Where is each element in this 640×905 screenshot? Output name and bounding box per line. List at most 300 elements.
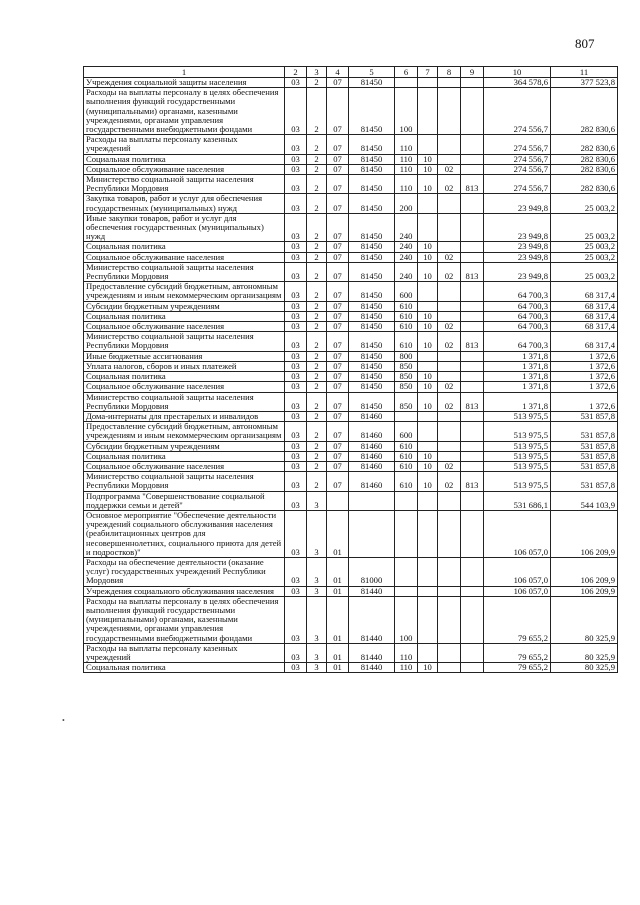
cell-direction: 81450 [349, 242, 395, 252]
cell-kind [395, 78, 418, 88]
cell-section [418, 491, 438, 510]
cell-amount-2019: 531 857,8 [551, 441, 618, 451]
cell-amount-2018: 513 975,5 [484, 411, 551, 421]
cell-amount-2018: 64 700,3 [484, 282, 551, 301]
cell-amount-2019: 25 003,2 [551, 194, 618, 213]
cell-chapter: 03 [285, 164, 307, 174]
cell-amount-2018: 79 655,2 [484, 663, 551, 673]
table-row [84, 242, 618, 252]
table-row [84, 213, 618, 242]
cell-amount-2019: 282 830,6 [551, 88, 618, 135]
cell-subprogram: 3 [307, 596, 327, 643]
table-row [84, 311, 618, 321]
cell-activity: 07 [327, 461, 349, 471]
cell-amount-2019: 282 830,6 [551, 175, 618, 194]
cell-section: 10 [418, 311, 438, 321]
cell-subsection [438, 351, 461, 361]
table-row [84, 322, 618, 332]
cell-subsection: 02 [438, 382, 461, 392]
cell-kind: 110 [395, 643, 418, 662]
cell-subsection [438, 422, 461, 441]
table-row [84, 332, 618, 351]
cell-ministry [461, 491, 484, 510]
cell-subsection: 02 [438, 175, 461, 194]
cell-chapter: 03 [285, 441, 307, 451]
cell-amount-2018: 1 371,8 [484, 382, 551, 392]
cell-activity: 07 [327, 175, 349, 194]
cell-name: Социальное обслуживание населения [84, 382, 285, 392]
cell-name: Социальное обслуживание населения [84, 322, 285, 332]
cell-kind: 850 [395, 361, 418, 371]
table-row [84, 491, 618, 510]
cell-amount-2019: 68 317,4 [551, 282, 618, 301]
cell-direction: 81450 [349, 382, 395, 392]
cell-subsection [438, 596, 461, 643]
table-row [84, 663, 618, 673]
cell-direction: 81460 [349, 441, 395, 451]
table-row [84, 78, 618, 88]
cell-subsection: 02 [438, 322, 461, 332]
cell-kind: 610 [395, 322, 418, 332]
cell-section [418, 301, 438, 311]
cell-ministry [461, 252, 484, 262]
cell-direction: 81440 [349, 596, 395, 643]
cell-section [418, 586, 438, 596]
cell-ministry [461, 461, 484, 471]
cell-ministry [461, 282, 484, 301]
table-row [84, 135, 618, 154]
cell-section: 10 [418, 382, 438, 392]
column-header: 4 [327, 67, 349, 78]
cell-chapter: 03 [285, 175, 307, 194]
cell-direction: 81440 [349, 663, 395, 673]
cell-ministry [461, 322, 484, 332]
cell-kind: 110 [395, 175, 418, 194]
cell-direction: 81460 [349, 472, 395, 491]
cell-section: 10 [418, 472, 438, 491]
cell-direction: 81450 [349, 194, 395, 213]
cell-subprogram: 3 [307, 557, 327, 586]
cell-amount-2018: 106 057,0 [484, 586, 551, 596]
column-header: 7 [418, 67, 438, 78]
cell-chapter: 03 [285, 88, 307, 135]
cell-name: Субсидии бюджетным учреждениям [84, 301, 285, 311]
cell-activity: 07 [327, 78, 349, 88]
cell-ministry [461, 586, 484, 596]
table-row [84, 372, 618, 382]
cell-section [418, 351, 438, 361]
cell-subprogram: 3 [307, 510, 327, 557]
cell-section: 10 [418, 242, 438, 252]
cell-ministry: 813 [461, 262, 484, 281]
cell-amount-2019: 377 523,8 [551, 78, 618, 88]
cell-amount-2018: 79 655,2 [484, 596, 551, 643]
cell-subsection [438, 301, 461, 311]
cell-chapter: 03 [285, 311, 307, 321]
cell-kind: 110 [395, 135, 418, 154]
cell-amount-2019: 68 317,4 [551, 301, 618, 311]
cell-subprogram: 2 [307, 88, 327, 135]
cell-name: Расходы на выплаты персоналу в целях обеспечения выполнения функций государственными (муниципальными) органами, казенными учреждениями, органами управления государственными внебюджетными фондами [84, 88, 285, 135]
cell-activity: 07 [327, 242, 349, 252]
cell-amount-2018: 1 371,8 [484, 372, 551, 382]
cell-direction: 81450 [349, 213, 395, 242]
cell-chapter: 03 [285, 135, 307, 154]
cell-chapter: 03 [285, 213, 307, 242]
table-row [84, 382, 618, 392]
table-header-row [84, 67, 618, 78]
cell-subprogram: 3 [307, 491, 327, 510]
cell-subsection [438, 213, 461, 242]
cell-subprogram: 2 [307, 282, 327, 301]
cell-ministry: 813 [461, 332, 484, 351]
cell-amount-2019: 531 857,8 [551, 461, 618, 471]
cell-ministry [461, 510, 484, 557]
cell-chapter: 03 [285, 242, 307, 252]
cell-section [418, 213, 438, 242]
column-header: 9 [461, 67, 484, 78]
cell-activity: 01 [327, 643, 349, 662]
cell-name: Расходы на обеспечение деятельности (оказание услуг) государственных учреждений Республики Мордовия [84, 557, 285, 586]
cell-chapter: 03 [285, 332, 307, 351]
cell-section: 10 [418, 451, 438, 461]
cell-section: 10 [418, 164, 438, 174]
cell-ministry: 813 [461, 175, 484, 194]
cell-name: Учреждения социальной защиты населения [84, 78, 285, 88]
cell-name: Основное мероприятие "Обеспечение деятельности учреждений социального обслуживания населения (реабилитационных центров для несовершеннолетних, социального приюта для детей и подростков)" [84, 510, 285, 557]
cell-direction [349, 491, 395, 510]
column-header: 8 [438, 67, 461, 78]
cell-kind: 100 [395, 88, 418, 135]
cell-direction: 81450 [349, 392, 395, 411]
cell-ministry [461, 422, 484, 441]
cell-amount-2018: 513 975,5 [484, 472, 551, 491]
cell-subprogram: 2 [307, 175, 327, 194]
cell-subsection: 02 [438, 252, 461, 262]
cell-kind: 800 [395, 351, 418, 361]
cell-kind: 110 [395, 164, 418, 174]
cell-ministry [461, 411, 484, 421]
table-row [84, 154, 618, 164]
cell-subprogram: 2 [307, 332, 327, 351]
cell-direction: 81460 [349, 422, 395, 441]
cell-subprogram: 2 [307, 372, 327, 382]
cell-direction: 81450 [349, 301, 395, 311]
cell-direction: 81440 [349, 586, 395, 596]
cell-amount-2018: 531 686,1 [484, 491, 551, 510]
cell-amount-2019: 106 209,9 [551, 510, 618, 557]
cell-amount-2018: 79 655,2 [484, 643, 551, 662]
cell-kind: 610 [395, 472, 418, 491]
cell-chapter: 03 [285, 194, 307, 213]
cell-ministry [461, 78, 484, 88]
cell-direction: 81440 [349, 643, 395, 662]
cell-amount-2018: 364 578,6 [484, 78, 551, 88]
cell-kind [395, 557, 418, 586]
cell-subprogram: 3 [307, 586, 327, 596]
cell-name: Дома-интернаты для престарелых и инвалидов [84, 411, 285, 421]
cell-kind: 110 [395, 154, 418, 164]
column-header: 1 [84, 67, 285, 78]
table-row [84, 451, 618, 461]
cell-kind: 610 [395, 461, 418, 471]
cell-subprogram: 2 [307, 451, 327, 461]
cell-subprogram: 2 [307, 194, 327, 213]
cell-amount-2018: 1 371,8 [484, 361, 551, 371]
column-header: 6 [395, 67, 418, 78]
cell-subsection [438, 135, 461, 154]
cell-kind [395, 411, 418, 421]
cell-amount-2018: 23 949,8 [484, 242, 551, 252]
cell-amount-2018: 513 975,5 [484, 441, 551, 451]
cell-activity: 07 [327, 194, 349, 213]
cell-amount-2019: 106 209,9 [551, 557, 618, 586]
cell-activity: 07 [327, 441, 349, 451]
cell-section: 10 [418, 332, 438, 351]
cell-section [418, 194, 438, 213]
cell-subprogram: 2 [307, 311, 327, 321]
page-number: 807 [575, 36, 595, 51]
cell-subsection [438, 372, 461, 382]
cell-amount-2018: 513 975,5 [484, 422, 551, 441]
cell-section: 10 [418, 252, 438, 262]
cell-section: 10 [418, 392, 438, 411]
cell-amount-2018: 274 556,7 [484, 175, 551, 194]
cell-amount-2019: 25 003,2 [551, 242, 618, 252]
cell-chapter: 03 [285, 262, 307, 281]
cell-ministry [461, 135, 484, 154]
column-header: 2 [285, 67, 307, 78]
cell-ministry [461, 351, 484, 361]
cell-kind: 610 [395, 451, 418, 461]
cell-activity: 07 [327, 472, 349, 491]
cell-amount-2018: 23 949,8 [484, 213, 551, 242]
table-row [84, 262, 618, 281]
cell-amount-2018: 513 975,5 [484, 451, 551, 461]
cell-chapter: 03 [285, 411, 307, 421]
cell-direction: 81450 [349, 154, 395, 164]
cell-amount-2019: 106 209,9 [551, 586, 618, 596]
column-header: 3 [307, 67, 327, 78]
cell-activity: 07 [327, 422, 349, 441]
cell-amount-2019: 68 317,4 [551, 311, 618, 321]
cell-name: Министерство социальной защиты населения Республики Мордовия [84, 472, 285, 491]
cell-kind: 600 [395, 422, 418, 441]
cell-direction: 81450 [349, 332, 395, 351]
cell-ministry [461, 372, 484, 382]
cell-amount-2019: 531 857,8 [551, 472, 618, 491]
cell-amount-2019: 25 003,2 [551, 262, 618, 281]
cell-direction: 81450 [349, 262, 395, 281]
cell-subprogram: 2 [307, 135, 327, 154]
cell-subprogram: 2 [307, 262, 327, 281]
cell-subsection [438, 557, 461, 586]
cell-subprogram: 3 [307, 643, 327, 662]
cell-chapter: 03 [285, 372, 307, 382]
cell-chapter: 03 [285, 596, 307, 643]
cell-amount-2019: 25 003,2 [551, 252, 618, 262]
cell-chapter: 03 [285, 351, 307, 361]
cell-subprogram: 2 [307, 461, 327, 471]
cell-kind: 240 [395, 252, 418, 262]
cell-amount-2019: 80 325,9 [551, 596, 618, 643]
cell-chapter: 03 [285, 557, 307, 586]
cell-amount-2018: 23 949,8 [484, 252, 551, 262]
cell-subprogram: 2 [307, 301, 327, 311]
cell-section [418, 422, 438, 441]
cell-name: Расходы на выплаты персоналу в целях обеспечения выполнения функций государственными (муниципальными) органами, казенными учреждениями, органами управления государственными внебюджетными фондами [84, 596, 285, 643]
cell-activity: 07 [327, 154, 349, 164]
cell-subsection [438, 242, 461, 252]
cell-subprogram: 2 [307, 361, 327, 371]
cell-direction: 81450 [349, 175, 395, 194]
cell-direction: 81460 [349, 461, 395, 471]
table-row [84, 282, 618, 301]
column-header: 5 [349, 67, 395, 78]
cell-chapter: 03 [285, 301, 307, 311]
cell-section: 10 [418, 154, 438, 164]
cell-subprogram: 2 [307, 472, 327, 491]
cell-section [418, 411, 438, 421]
cell-subsection [438, 361, 461, 371]
cell-ministry [461, 557, 484, 586]
cell-amount-2019: 1 372,6 [551, 392, 618, 411]
cell-amount-2019: 282 830,6 [551, 154, 618, 164]
cell-direction: 81450 [349, 282, 395, 301]
table-row [84, 194, 618, 213]
cell-amount-2018: 274 556,7 [484, 135, 551, 154]
cell-direction: 81450 [349, 311, 395, 321]
cell-name: Социальное обслуживание населения [84, 461, 285, 471]
cell-chapter: 03 [285, 252, 307, 262]
cell-ministry [461, 451, 484, 461]
cell-subprogram: 2 [307, 422, 327, 441]
cell-subsection: 02 [438, 461, 461, 471]
cell-amount-2018: 64 700,3 [484, 301, 551, 311]
cell-ministry [461, 663, 484, 673]
cell-section [418, 135, 438, 154]
cell-amount-2019: 531 857,8 [551, 411, 618, 421]
cell-direction: 81450 [349, 372, 395, 382]
cell-subprogram: 2 [307, 252, 327, 262]
table-row [84, 175, 618, 194]
cell-chapter: 03 [285, 472, 307, 491]
cell-section [418, 557, 438, 586]
cell-name: Закупка товаров, работ и услуг для обеспечения государственных (муниципальных) нужд [84, 194, 285, 213]
cell-subsection [438, 510, 461, 557]
cell-amount-2019: 531 857,8 [551, 422, 618, 441]
cell-subsection [438, 663, 461, 673]
table-row [84, 461, 618, 471]
cell-activity: 01 [327, 510, 349, 557]
cell-name: Социальная политика [84, 451, 285, 461]
cell-name: Социальная политика [84, 242, 285, 252]
cell-subprogram: 2 [307, 351, 327, 361]
cell-amount-2019: 544 103,9 [551, 491, 618, 510]
cell-ministry: 813 [461, 392, 484, 411]
cell-activity: 07 [327, 392, 349, 411]
cell-direction: 81450 [349, 78, 395, 88]
cell-activity: 07 [327, 88, 349, 135]
cell-activity: 01 [327, 596, 349, 643]
cell-section: 10 [418, 461, 438, 471]
cell-activity: 07 [327, 351, 349, 361]
cell-subsection [438, 194, 461, 213]
cell-name: Расходы на выплаты персоналу казенных учреждений [84, 135, 285, 154]
cell-subsection: 02 [438, 262, 461, 281]
cell-subsection [438, 311, 461, 321]
cell-activity [327, 491, 349, 510]
cell-amount-2018: 274 556,7 [484, 164, 551, 174]
cell-subsection: 02 [438, 392, 461, 411]
cell-amount-2019: 80 325,9 [551, 663, 618, 673]
cell-name: Министерство социальной защиты населения Республики Мордовия [84, 392, 285, 411]
table-row [84, 643, 618, 662]
cell-chapter: 03 [285, 663, 307, 673]
cell-name: Иные бюджетные ассигнования [84, 351, 285, 361]
cell-subsection [438, 586, 461, 596]
cell-ministry [461, 164, 484, 174]
cell-activity: 07 [327, 311, 349, 321]
cell-name: Иные закупки товаров, работ и услуг для обеспечения государственных (муниципальных) нужд [84, 213, 285, 242]
table-row [84, 557, 618, 586]
cell-amount-2018: 1 371,8 [484, 392, 551, 411]
cell-ministry [461, 242, 484, 252]
cell-section [418, 441, 438, 451]
table-row [84, 252, 618, 262]
cell-activity: 01 [327, 663, 349, 673]
cell-amount-2019: 80 325,9 [551, 643, 618, 662]
table-row [84, 472, 618, 491]
cell-amount-2018: 106 057,0 [484, 510, 551, 557]
cell-activity: 07 [327, 213, 349, 242]
cell-kind: 610 [395, 332, 418, 351]
cell-ministry [461, 361, 484, 371]
cell-amount-2019: 282 830,6 [551, 164, 618, 174]
cell-chapter: 03 [285, 361, 307, 371]
cell-kind: 610 [395, 441, 418, 451]
cell-section [418, 282, 438, 301]
cell-name: Социальная политика [84, 372, 285, 382]
cell-subprogram: 2 [307, 322, 327, 332]
cell-ministry [461, 311, 484, 321]
cell-direction: 81450 [349, 322, 395, 332]
cell-name: Предоставление субсидий бюджетным, автономным учреждениям и иным некоммерческим организациям [84, 422, 285, 441]
cell-kind: 240 [395, 242, 418, 252]
cell-amount-2018: 274 556,7 [484, 88, 551, 135]
cell-subprogram: 2 [307, 411, 327, 421]
cell-amount-2019: 25 003,2 [551, 213, 618, 242]
cell-name: Министерство социальной защиты населения Республики Мордовия [84, 175, 285, 194]
cell-subsection: 02 [438, 332, 461, 351]
cell-subsection [438, 78, 461, 88]
margin-mark: • [62, 716, 65, 725]
cell-amount-2018: 1 371,8 [484, 351, 551, 361]
table-row [84, 411, 618, 421]
table-row [84, 510, 618, 557]
cell-amount-2019: 68 317,4 [551, 332, 618, 351]
cell-ministry [461, 213, 484, 242]
cell-direction: 81000 [349, 557, 395, 586]
cell-subsection [438, 441, 461, 451]
cell-name: Министерство социальной защиты населения Республики Мордовия [84, 332, 285, 351]
cell-activity: 07 [327, 262, 349, 281]
cell-ministry [461, 301, 484, 311]
cell-section: 10 [418, 262, 438, 281]
cell-ministry [461, 194, 484, 213]
cell-chapter: 03 [285, 491, 307, 510]
cell-subprogram: 2 [307, 441, 327, 451]
